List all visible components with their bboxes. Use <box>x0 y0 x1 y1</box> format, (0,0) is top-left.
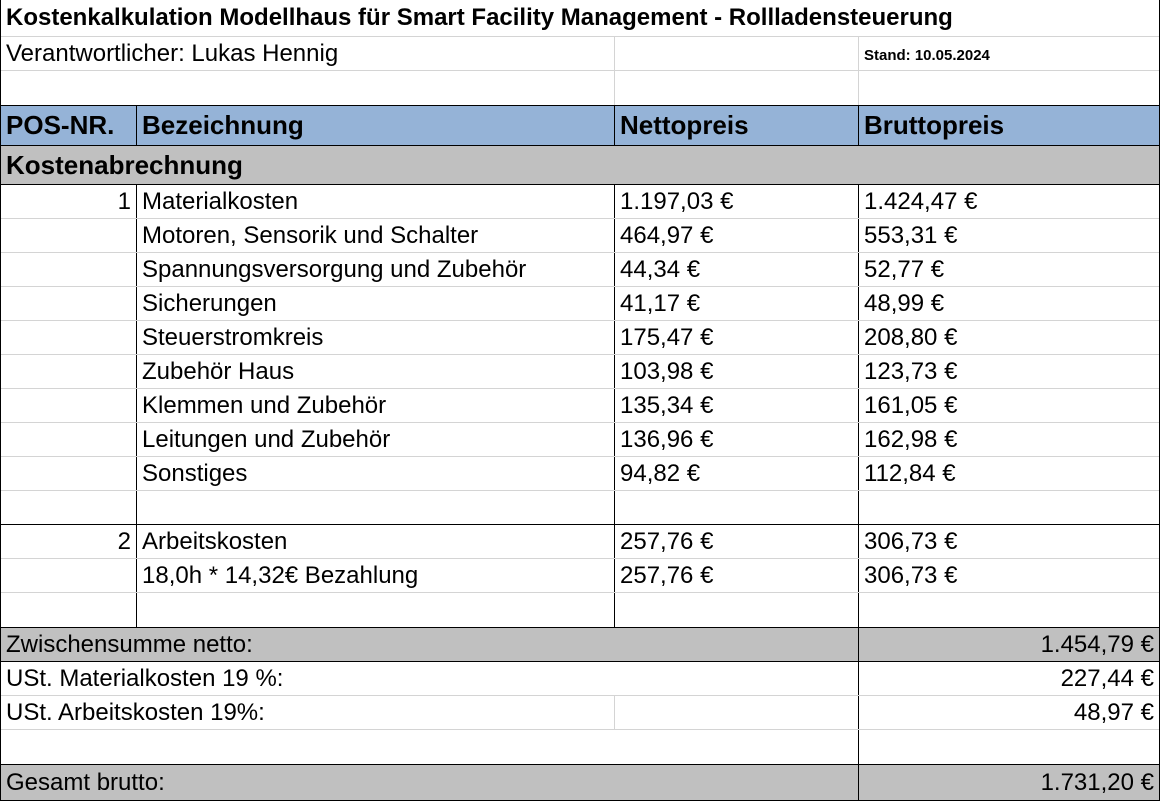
netto-cell[interactable]: 1.197,03 € <box>615 185 859 218</box>
bezeichnung-cell[interactable]: 18,0h * 14,32€ Bezahlung <box>137 559 615 592</box>
bezeichnung-cell[interactable]: Leitungen und Zubehör <box>137 423 615 456</box>
total-value[interactable]: 1.731,20 € <box>1040 768 1154 796</box>
subtotal-row <box>1 628 1159 662</box>
table-header-row <box>1 106 1159 146</box>
table-row <box>1 423 1159 457</box>
table-row <box>1 287 1159 321</box>
table-row <box>1 457 1159 491</box>
total-label[interactable]: Gesamt brutto: <box>1 765 859 800</box>
pos-cell[interactable] <box>1 219 137 252</box>
empty-cell[interactable] <box>615 37 859 70</box>
brutto-cell[interactable]: 306,73 € <box>864 561 958 589</box>
brutto-cell[interactable]: 48,99 € <box>864 289 945 317</box>
table-row <box>1 253 1159 287</box>
bezeichnung-cell[interactable]: Arbeitskosten <box>137 525 615 558</box>
empty-cell[interactable] <box>859 71 1159 105</box>
responsible-cell[interactable]: Verantwortlicher: Lukas Hennig <box>1 37 615 70</box>
responsible-row <box>1 37 1159 71</box>
subtotal-label[interactable]: Zwischensumme netto: <box>1 628 859 661</box>
brutto-cell[interactable]: 208,80 € <box>864 323 958 351</box>
table-row <box>1 491 1159 525</box>
bezeichnung-cell[interactable]: Spannungsversorgung und Zubehör <box>137 253 615 286</box>
bezeichnung-cell[interactable]: Klemmen und Zubehör <box>137 389 615 422</box>
bezeichnung-cell[interactable]: Zubehör Haus <box>137 355 615 388</box>
total-row <box>1 765 1159 801</box>
pos-cell[interactable] <box>1 389 137 422</box>
spacer-row <box>1 71 1159 106</box>
brutto-cell[interactable]: 306,73 € <box>864 527 958 555</box>
netto-cell[interactable]: 464,97 € <box>615 219 859 252</box>
netto-cell[interactable]: 94,82 € <box>615 457 859 490</box>
stand-cell[interactable]: Stand: 10.05.2024 <box>864 47 990 64</box>
bezeichnung-cell[interactable]: Motoren, Sensorik und Schalter <box>137 219 615 252</box>
empty-cell[interactable] <box>859 730 1159 764</box>
header-bruttopreis[interactable]: Bruttopreis <box>864 110 1005 140</box>
netto-cell[interactable]: 257,76 € <box>615 525 859 558</box>
table-row <box>1 559 1159 593</box>
brutto-cell[interactable]: 553,31 € <box>864 221 958 249</box>
brutto-cell[interactable]: 52,77 € <box>864 255 945 283</box>
pos-cell[interactable] <box>1 491 137 524</box>
sheet-title[interactable]: Kostenkalkulation Modellhaus für Smart Facility Management - Rollladensteuerung <box>6 4 953 31</box>
vat-material-row <box>1 662 1159 696</box>
netto-cell[interactable]: 41,17 € <box>615 287 859 320</box>
netto-cell[interactable]: 257,76 € <box>615 559 859 592</box>
brutto-cell[interactable] <box>859 491 1159 524</box>
pos-cell[interactable] <box>1 321 137 354</box>
vat-labor-row <box>1 696 1159 730</box>
empty-cell[interactable] <box>1 730 859 764</box>
bezeichnung-cell[interactable] <box>137 491 615 524</box>
netto-cell[interactable]: 136,96 € <box>615 423 859 456</box>
header-bezeichnung[interactable]: Bezeichnung <box>137 106 615 145</box>
empty-cell[interactable] <box>615 71 859 105</box>
netto-cell[interactable]: 135,34 € <box>615 389 859 422</box>
vat-material-label[interactable]: USt. Materialkosten 19 %: <box>1 662 859 695</box>
table-row <box>1 321 1159 355</box>
table-row <box>1 525 1159 559</box>
table-row <box>1 355 1159 389</box>
brutto-cell[interactable]: 161,05 € <box>864 391 958 419</box>
table-row <box>1 185 1159 219</box>
netto-cell[interactable] <box>615 491 859 524</box>
pos-cell[interactable] <box>1 287 137 320</box>
title-row <box>1 0 1159 37</box>
brutto-cell[interactable]: 162,98 € <box>864 425 958 453</box>
brutto-cell[interactable] <box>859 593 1159 627</box>
vat-labor-label[interactable]: USt. Arbeitskosten 19%: <box>1 696 615 729</box>
pos-cell[interactable] <box>1 457 137 490</box>
header-nettopreis[interactable]: Nettopreis <box>615 106 859 145</box>
spacer-row <box>1 730 1159 765</box>
table-row <box>1 593 1159 628</box>
brutto-cell[interactable]: 123,73 € <box>864 357 958 385</box>
pos-cell[interactable] <box>1 423 137 456</box>
empty-cell[interactable] <box>615 696 859 729</box>
bezeichnung-cell[interactable]: Steuerstromkreis <box>137 321 615 354</box>
section-row <box>1 146 1159 185</box>
netto-cell[interactable] <box>615 593 859 627</box>
bezeichnung-cell[interactable] <box>137 593 615 627</box>
brutto-cell[interactable]: 112,84 € <box>864 459 956 487</box>
header-pos[interactable]: POS-NR. <box>1 106 137 145</box>
table-row <box>1 389 1159 423</box>
pos-cell[interactable]: 2 <box>1 525 137 558</box>
netto-cell[interactable]: 175,47 € <box>615 321 859 354</box>
pos-cell[interactable]: 1 <box>1 185 137 218</box>
bezeichnung-cell[interactable]: Materialkosten <box>137 185 615 218</box>
vat-labor-value[interactable]: 48,97 € <box>1073 698 1154 726</box>
section-title[interactable]: Kostenabrechnung <box>6 149 243 180</box>
netto-cell[interactable]: 44,34 € <box>615 253 859 286</box>
table-row <box>1 219 1159 253</box>
netto-cell[interactable]: 103,98 € <box>615 355 859 388</box>
bezeichnung-cell[interactable]: Sonstiges <box>137 457 615 490</box>
pos-cell[interactable] <box>1 355 137 388</box>
subtotal-value[interactable]: 1.454,79 € <box>1040 630 1154 658</box>
vat-material-value[interactable]: 227,44 € <box>1060 664 1154 692</box>
pos-cell[interactable] <box>1 559 137 592</box>
brutto-cell[interactable]: 1.424,47 € <box>864 187 978 215</box>
empty-cell[interactable] <box>1 71 615 105</box>
bezeichnung-cell[interactable]: Sicherungen <box>137 287 615 320</box>
pos-cell[interactable] <box>1 593 137 627</box>
pos-cell[interactable] <box>1 253 137 286</box>
